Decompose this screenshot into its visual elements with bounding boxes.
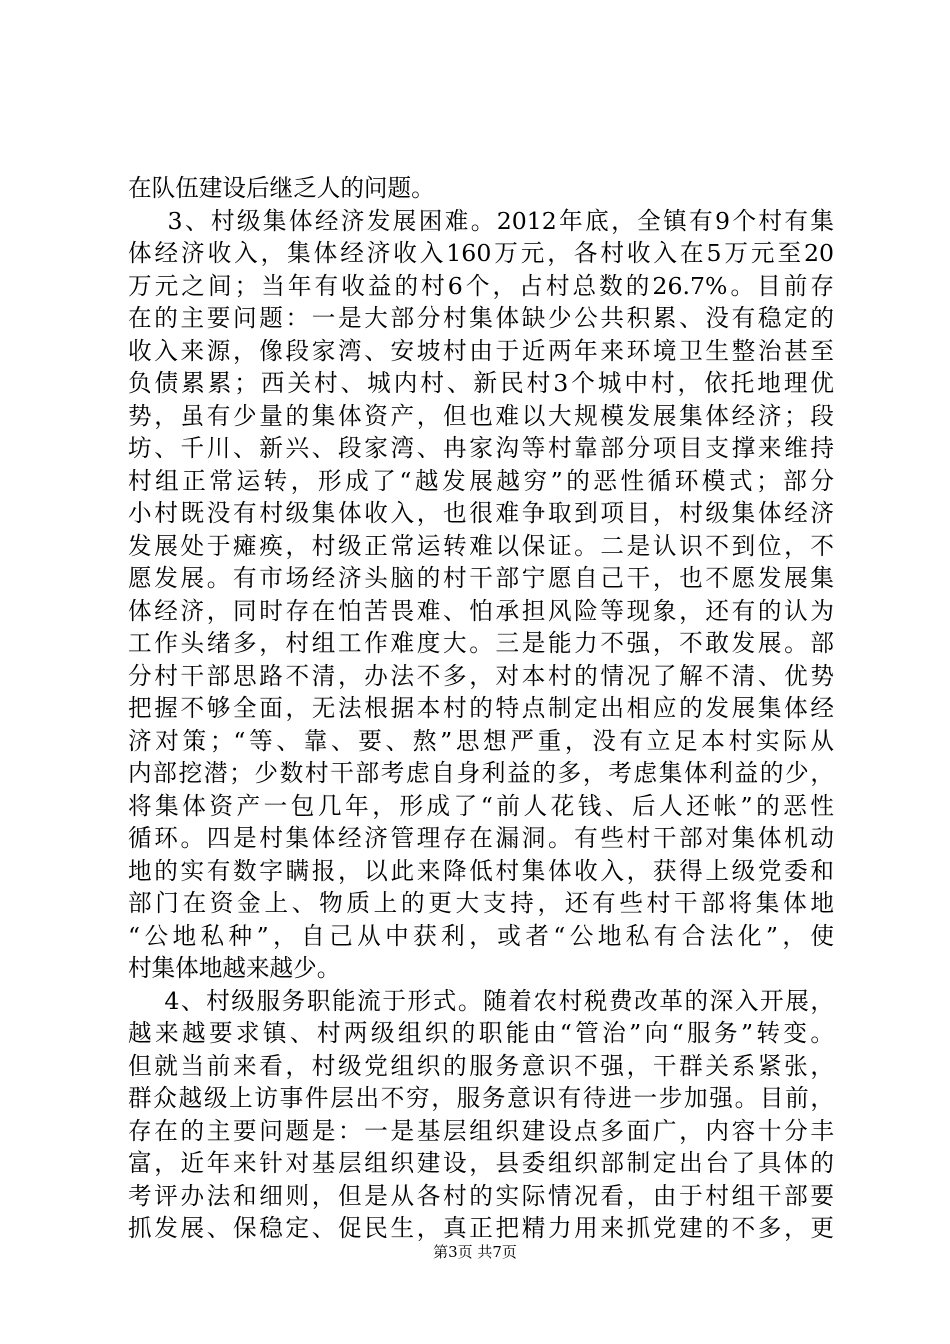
text-line: 但就当前来看，村级党组织的服务意识不强，干群关系紧张， [128, 1051, 834, 1080]
text-line: 富，近年来针对基层组织建设，县委组织部制定出台了具体的 [128, 1149, 834, 1177]
text-line: 济对策；“等、靠、要、熬”思想严重，没有立足本村实际从 [128, 726, 834, 755]
text-line: 工作头绪多，村组工作难度大。三是能力不强，不敢发展。部 [128, 629, 834, 657]
text-line: 在队伍建设后继乏人的问题。 [128, 174, 435, 202]
text-line: 分村干部思路不清，办法不多，对本村的情况了解不清、优势 [128, 661, 834, 690]
text-line: 考评办法和细则，但是从各村的实际情况看，由于村组干部要 [128, 1181, 834, 1210]
text-line: 地的实有数字瞒报，以此来降低村集体收入，获得上级党委和 [128, 856, 834, 885]
text-line: “公地私种”，自己从中获利，或者“公地私有合法化”，使 [128, 921, 834, 950]
text-line: 村组正常运转，形成了“越发展越穷”的恶性循环模式；部分 [128, 466, 834, 495]
text-line: 势，虽有少量的集体资产，但也难以大规模发展集体经济；段 [128, 401, 834, 430]
text-line: 愿发展。有市场经济头脑的村干部宁愿自己干，也不愿发展集 [128, 564, 834, 592]
page-footer: 第3页 共7页 [433, 1243, 517, 1261]
text-line: 小村既没有村级集体收入，也很难争取到项目，村级集体经济 [128, 499, 834, 527]
text-line: 在的主要问题：一是大部分村集体缺少公共积累、没有稳定的 [128, 304, 834, 332]
text-line: 坊、千川、新兴、段家湾、冉家沟等村靠部分项目支撑来维持 [128, 434, 834, 462]
text-line: 存在的主要问题是：一是基层组织建设点多面广，内容十分丰 [128, 1116, 834, 1145]
text-line: 发展处于瘫痪，村级正常运转难以保证。二是认识不到位，不 [128, 531, 834, 560]
text-line: 循环。四是村集体经济管理存在漏洞。有些村干部对集体机动 [128, 824, 834, 852]
body-text [128, 172, 834, 1245]
text-line: 3、村级集体经济发展困难。2012年底，全镇有9个村有集 [128, 206, 834, 235]
text-line: 万元之间；当年有收益的村6个，占村总数的26.7%。目前存 [128, 271, 834, 300]
text-line: 越来越要求镇、村两级组织的职能由“管治”向“服务”转变。 [128, 1019, 834, 1047]
text-line: 体经济，同时存在怕苦畏难、怕承担风险等现象，还有的认为 [128, 596, 834, 625]
text-line: 抓发展、保稳定、促民生，真正把精力用来抓党建的不多，更 [128, 1214, 834, 1242]
text-line: 4、村级服务职能流于形式。随着农村税费改革的深入开展， [128, 986, 834, 1015]
text-line: 村集体地越来越少。 [128, 954, 341, 982]
text-line: 将集体资产一包几年，形成了“前人花钱、后人还帐”的恶性 [128, 791, 834, 820]
text-line: 负债累累；西关村、城内村、新民村3个城中村，依托地理优 [128, 369, 834, 397]
text-line: 内部挖潜；少数村干部考虑自身利益的多，考虑集体利益的少， [128, 759, 834, 787]
text-line: 收入来源，像段家湾、安坡村由于近两年来环境卫生整治甚至 [128, 336, 834, 365]
text-line: 群众越级上访事件层出不穷，服务意识有待进一步加强。目前， [128, 1084, 834, 1112]
text-line: 把握不够全面，无法根据本村的特点制定出相应的发展集体经 [128, 694, 834, 722]
text-line: 部门在资金上、物质上的更大支持，还有些村干部将集体地 [128, 889, 834, 917]
text-line: 体经济收入，集体经济收入160万元，各村收入在5万元至20 [128, 239, 834, 267]
